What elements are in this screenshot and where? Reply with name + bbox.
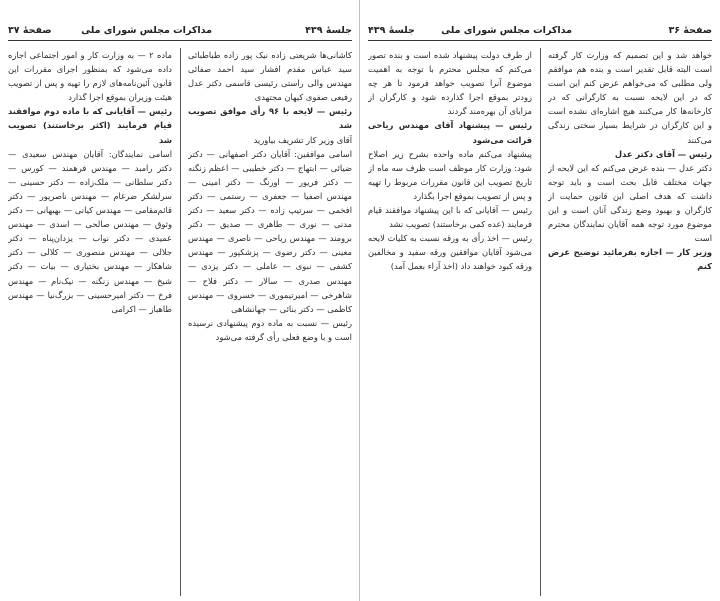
right-page-column-left [368, 48, 532, 596]
paragraph: رئیس — آقایانی که با این پیشنهاد موافقند قیام فرمایند (عده کمی برخاستند) تصویب نشد [368, 205, 532, 230]
paragraph: ماده ۲ — به وزارت کار و امور اجتماعی اجازه داده می‌شود که بمنظور اجرای مقررات این قانون آئین‌نامه‌های لازم را تهیه و پس از تصویب هیئت وزیران بموقع اجرا گذارد [8, 50, 172, 103]
left-page-column-left [8, 48, 172, 596]
page-gutter [359, 0, 360, 601]
paragraph: وزیر کار — اجازه بفرمائید توضیح عرض کنم [548, 247, 712, 272]
right-page-title: مذاکرات مجلس شورای ملی [441, 25, 572, 36]
paragraph: خواهد شد و این تصمیم که وزارت کار گرفته است البته قابل تقدیر است و بنده هم موافقم ولی مطلبی که می‌خواهم عرض کنم این است که در این لایحه نسبت به کارگرانی که در کارخانه‌ها کار می‌کنند هیچ اشاره‌ای نشده است و این کارگران در شرایط بسیار سختی زندگی می‌کنند [548, 50, 712, 145]
paragraph: رئیس — نسبت به ماده دوم پیشنهادی نرسیده است و با وضع فعلی رأی گرفته می‌شود [188, 317, 352, 342]
right-page-column-right [548, 48, 712, 596]
paragraph: اسامی موافقین: آقایان دکتر اصفهانی — دکتر ضیائی — ابتهاج — دکتر خطیبی — اعظم زنگنه — دکتر فریور — اورنگ — دکتر امینی — مهندس اصفیا — جعفری — رستمی — دکتر افخمی — سرتیپ زاده — دکتر سعید — دکتر مدنی — نوری — طاهری — صدیق — دکتر برومند — مهندس ریاحی — ناصری — مهندس معینی — دکتر رضوی — پزشکپور — مهندس کشفی — نبوی — عاملی — دکتر یزدی — مهندس صدری — سالار — دکتر فلاح — شاهرخی — امیرتیموری — خسروی — مهندس کاظمی — دکتر بنائی — جهانشاهی [188, 148, 352, 314]
paragraph: رئیس — لایحه با ۹۶ رأی موافق تصویب شد [188, 106, 352, 131]
paragraph: رئیس — آقایانی که با ماده دوم موافقند قیام فرمایند (اکثر برخاستند) تصویب شد [8, 106, 172, 145]
right-page-session-label: جلسهٔ ۴۳۹ [368, 25, 415, 36]
left-page [8, 22, 352, 597]
right-page-header [368, 22, 712, 41]
paragraph: از طرف دولت پیشنهاد شده است و بنده تصور می‌کنم که مجلس محترم با توجه به اهمیت موضوع آنرا تصویب خواهد فرمود تا هر چه زودتر بموقع اجرا گذارده شود و کارگران از مزایای آن بهره‌مند گردند [368, 50, 532, 117]
right-page-number: صفحهٔ ۳۶ [668, 25, 712, 36]
right-page [368, 22, 712, 597]
paragraph: دکتر عدل — بنده عرض می‌کنم که این لایحه از جهات مختلف قابل بحث است و باید توجه داشت که هدف اصلی این قانون حمایت از کارگران و بهبود وضع زندگی آنان است و این موضوع مورد توجه همه آقایان نمایندگان محترم است [548, 162, 712, 244]
left-page-column-divider [180, 48, 181, 596]
left-page-column-right [188, 48, 352, 596]
paragraph: رئیس — اخذ رأی به ورقه نسبت به کلیات لایحه می‌شود آقایان موافقین ورقه سفید و مخالفین ورقه کبود خواهند داد (اخذ آراء بعمل آمد) [368, 233, 532, 272]
paragraph: آقای وزیر کار تشریف بیاورید [253, 134, 352, 145]
left-page-session-label: جلسهٔ ۴۳۹ [305, 25, 352, 36]
left-page-number: صفحهٔ ۳۷ [8, 25, 52, 36]
left-page-title: مذاکرات مجلس شورای ملی [81, 25, 212, 36]
left-page-header [8, 22, 352, 41]
paragraph: پیشنهاد می‌کنم ماده واحده بشرح زیر اصلاح شود: وزارت کار موظف است ظرف سه ماه از تاریخ تصویب این قانون مقررات مربوط را تهیه و پس از تصویب بموقع اجرا بگذارد [368, 148, 532, 201]
paragraph: رئیس — آقای دکتر عدل [614, 148, 712, 159]
paragraph: رئیس — پیشنهاد آقای مهندس ریاحی قرائت می‌شود [368, 120, 532, 145]
paragraph: اسامی نمایندگان: آقایان مهندس سعیدی — دکتر رامبد — مهندس فرهمند — کورس — دکتر سلطانی — ملک‌زاده — دکتر حسینی — سرلشکر ضرغام — مهندس ناصرپور — دکتر قائم‌مقامی — مهندس کیانی — بهبهانی — دکتر وثوق — مهندس صالحی — اسدی — مهندس عمیدی — دکتر نواب — یزدان‌پناه — دکتر جلالی — مهندس منصوری — کلالی — دکتر شاهکار — مهندس بختیاری — بیات — دکتر شیخ — مهندس زنگنه — نیک‌نام — مهندس فرخ — دکتر امیرحسینی — بزرگ‌نیا — مهندس طاهباز — اکرامی [8, 148, 172, 314]
right-page-column-divider [540, 48, 541, 596]
paragraph: کاشانی‌ها شریعتی زاده نیک پور زاده طباطبائی سید عباس مقدم افشار سید احمد صفائی مهندس والی راستی رئیسی قاسمی دکتر عدل رفیعی صفوی کیهان مجتهدی [188, 50, 352, 103]
